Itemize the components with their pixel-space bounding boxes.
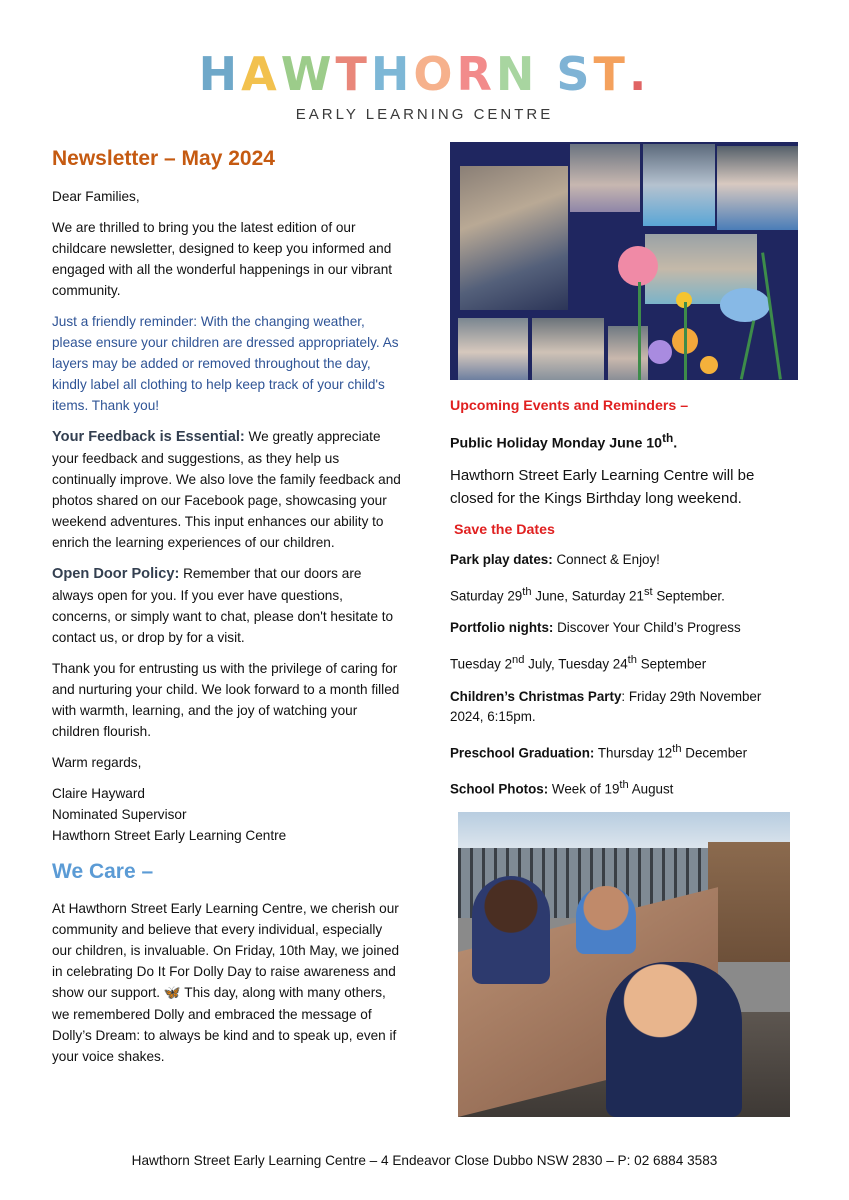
playground-photo — [458, 812, 790, 1117]
public-holiday — [450, 428, 798, 454]
logo-letter: S — [556, 47, 594, 101]
collage-photo-toddlers — [460, 166, 568, 310]
collage-photo-bottom-3 — [608, 326, 648, 380]
christmas-text: : Friday 29th November 2024, 6:15pm. — [450, 688, 762, 724]
portfolio-text: Discover Your Child’s Progress — [553, 620, 741, 636]
logo-letter: T — [335, 47, 371, 101]
public-holiday-sup: th — [662, 431, 674, 445]
feedback-heading: Your Feedback is Essential: — [52, 429, 245, 445]
logo-letter: H — [370, 47, 414, 101]
child-1 — [472, 876, 550, 984]
footer: Hawthorn Street Early Learning Centre – 4 Endeavor Close Dubbo NSW 2830 – P: 02 6884 3583 — [131, 1153, 718, 1168]
park-date-2: June, Saturday 21 — [531, 588, 644, 604]
park-label: Park play dates: — [450, 551, 553, 567]
collage-photo-staff — [643, 144, 715, 226]
portfolio-date-2-sup: th — [627, 654, 637, 667]
graduation-label: Preschool Graduation: — [450, 745, 595, 761]
flower-small-orange-icon — [700, 356, 718, 374]
upcoming-events-heading: Upcoming Events and Reminders – — [450, 398, 689, 414]
signature-role: Nominated Supervisor — [52, 807, 187, 822]
preschool-graduation — [450, 739, 798, 763]
logo-letter: A — [241, 47, 281, 101]
right-column — [450, 142, 798, 1117]
logo-letter — [538, 48, 556, 100]
logo-letter: N — [495, 47, 539, 101]
logo — [0, 48, 849, 123]
intro-paragraph: We are thrilled to bring you the latest edition of our childcare newsletter, designed to keep you informed and engaged with all the wonderful happenings in our vibrant community. — [52, 220, 393, 298]
photos-label: School Photos: — [450, 781, 549, 797]
logo-letter: W — [280, 47, 336, 101]
photos-sup: th — [619, 779, 629, 792]
public-holiday-end: . — [673, 435, 678, 452]
flower-stem — [684, 302, 687, 380]
photos-end: August — [628, 781, 674, 797]
closure-notice: Hawthorn Street Early Learning Centre will be closed for the Kings Birthday long weekend. — [450, 466, 755, 507]
logo-letter: . — [628, 47, 651, 101]
photo-collage — [450, 142, 798, 380]
portfolio-date-1: Tuesday 2 — [450, 656, 513, 672]
child-2 — [576, 886, 636, 954]
park-play-dates-list — [450, 582, 798, 606]
thanks-paragraph: Thank you for entrusting us with the privilege of caring for and nurturing your child. We look forward to a month filled with warmth, learning, and the joy of watching your children flourish. — [52, 661, 400, 739]
flower-stem — [761, 252, 782, 379]
collage-photo-group — [570, 144, 640, 212]
portfolio-date-1-sup: nd — [512, 654, 525, 667]
portfolio-label: Portfolio nights: — [450, 620, 554, 636]
signature-name: Claire Hayward — [52, 786, 145, 801]
flower-purple-icon — [648, 340, 672, 364]
graduation-sup: th — [672, 742, 682, 755]
newsletter-title: Newsletter – May 2024 — [52, 147, 275, 170]
park-date-1-sup: th — [522, 585, 532, 598]
signature-org: Hawthorn Street Early Learning Centre — [52, 828, 287, 843]
portfolio-date-2: July, Tuesday 24 — [524, 656, 628, 672]
logo-letter: T — [593, 47, 629, 101]
collage-photo-bottom-2 — [532, 318, 604, 380]
we-care-title: We Care – — [52, 860, 154, 883]
portfolio-date-3: September — [636, 656, 707, 672]
save-the-dates-heading: Save the Dates — [454, 521, 555, 538]
portfolio-dates-list — [450, 650, 798, 674]
logo-letter: H — [198, 47, 242, 101]
butterfly-icon: 🦋 — [163, 985, 181, 1001]
portfolio-nights — [450, 618, 798, 638]
we-care-paragraph — [52, 898, 404, 1067]
collage-photo-bottom-1 — [458, 318, 528, 380]
logo-letter: R — [456, 47, 496, 101]
wooden-panel — [708, 842, 790, 962]
door-policy-heading: Open Door Policy: — [52, 566, 180, 582]
left-column — [52, 146, 404, 1077]
public-holiday-text: Public Holiday Monday June 10 — [450, 435, 663, 452]
greeting: Dear Families, — [52, 189, 140, 204]
christmas-label: Children’s Christmas Party — [450, 688, 622, 704]
school-photos — [450, 775, 798, 799]
park-date-3: September. — [652, 588, 725, 604]
collage-photo-educators — [717, 146, 798, 230]
park-date-2-sup: st — [643, 585, 653, 598]
park-date-1: Saturday 29 — [450, 588, 523, 604]
park-text: Connect & Enjoy! — [552, 551, 660, 567]
door-policy-paragraph — [52, 563, 404, 648]
graduation-end: December — [681, 745, 748, 761]
logo-letter: O — [413, 47, 457, 101]
flower-blue-icon — [720, 288, 770, 322]
door-policy-body: Remember that our doors are always open for you. If you ever have questions, concerns, or simply want to chat, please don't hesitate to contact us, or drop by for a visit. — [52, 566, 394, 645]
flower-pink-icon — [618, 246, 658, 286]
park-play-dates — [450, 550, 798, 570]
logo-title — [0, 48, 849, 100]
flower-stem — [638, 282, 641, 380]
child-3 — [606, 962, 742, 1117]
logo-subtitle: EARLY LEARNING CENTRE — [295, 106, 554, 123]
flower-stem — [740, 320, 755, 379]
we-care-text-b: This day, along with many others, we remembered Dolly and embraced the message of Dolly’s Dream: to always be kind and to speak up, even if your voice shakes. — [52, 985, 397, 1064]
signature — [52, 783, 404, 846]
christmas-party — [450, 687, 798, 727]
feedback-paragraph — [52, 426, 404, 553]
feedback-body: We greatly appreciate your feedback and suggestions, as they help us continually improve. We also love the family feedback and photos shared on our Facebook page, showcasing your weekend adventures. This input enhances our ability to enrich the learning experiences of our children. — [52, 429, 401, 550]
we-care-text-a: At Hawthorn Street Early Learning Centre, we cherish our community and believe that every individual, especially our children, is invaluable. On Friday, 10th May, we joined in celebrating Do It For Dolly Day to raise awareness and show our support. — [52, 901, 400, 1000]
photos-text: Week of 19 — [548, 781, 620, 797]
regards: Warm regards, — [52, 755, 142, 770]
weather-reminder: Just a friendly reminder: With the changing weather, please ensure your children are dressed appropriately. As layers may be added or removed throughout the day, kindly label all clothing to help keep track of your child's items. Thank you! — [52, 314, 399, 413]
graduation-text: Thursday 12 — [594, 745, 673, 761]
